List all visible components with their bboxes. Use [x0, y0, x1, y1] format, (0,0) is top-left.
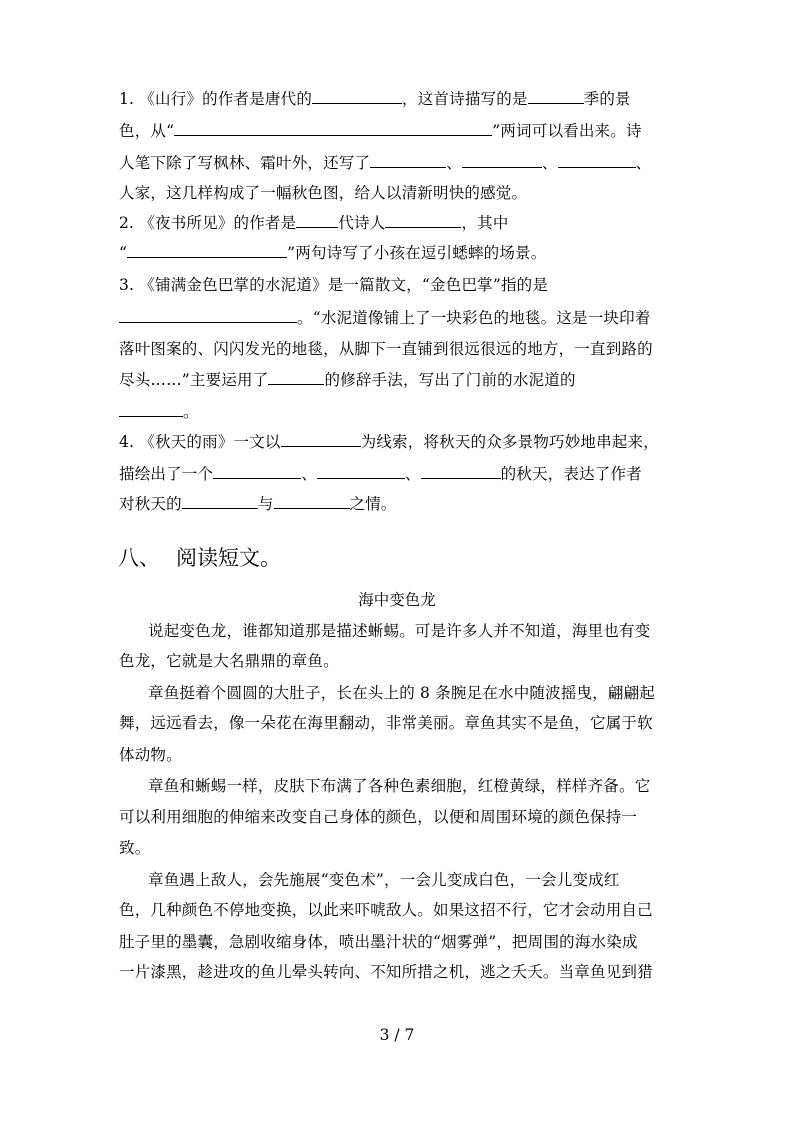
q2-blank-dynasty[interactable] — [296, 213, 338, 228]
article-line: 肚子里的墨囊，急剧收缩身体，喷出墨汁状的“烟雾弹”，把周围的海水染成 — [119, 933, 638, 951]
q4-blank-adj-1[interactable] — [213, 464, 301, 479]
q1-separator: 、 — [635, 154, 652, 172]
q1-blank-scene-2[interactable] — [462, 153, 542, 168]
q4-text: 的秋天，表达了作者 — [500, 465, 642, 483]
q4-text: 对秋天的 — [119, 495, 182, 513]
q3-line-4 — [119, 370, 576, 390]
q1-text: 人笔下除了写枫林、霜叶外，还写了 — [119, 154, 371, 172]
article-line: 致。 — [119, 839, 151, 857]
q3-blank-rhetoric[interactable] — [268, 370, 324, 385]
q4-separator: 、 — [404, 465, 421, 483]
q4-line-2 — [119, 464, 642, 484]
q3-text: 的修辞手法，写出了门前的水泥道的 — [324, 371, 576, 389]
article-line: 体动物。 — [119, 746, 182, 764]
q4-text: 之情。 — [349, 495, 397, 513]
q4-text: 4. 《秋天的雨》一文以 — [119, 433, 281, 451]
q4-text: 与 — [257, 495, 274, 513]
q1-blank-author[interactable] — [312, 89, 402, 104]
q3-line-3 — [119, 339, 653, 359]
q1-text: 1. 《山行》的作者是唐代的 — [119, 90, 313, 108]
q3-line-5 — [119, 402, 199, 422]
q2-text: ”两句诗写了小孩在逗引蟋蟀的场景。 — [287, 244, 547, 262]
q1-line-2 — [119, 121, 642, 141]
q1-blank-words[interactable] — [174, 121, 492, 136]
q2-line-2 — [119, 243, 546, 263]
article-line: 色龙，它就是大名鼎鼎的章鱼。 — [119, 652, 339, 670]
q3-text: 3. 《铺满金色巴掌的水泥道》是一篇散文，“金色巴掌”指的是 — [119, 276, 549, 294]
q1-line-3 — [119, 153, 651, 173]
q1-separator: 、 — [541, 154, 558, 172]
q3-text: 。 — [183, 403, 199, 421]
q3-text: 尽头……”主要运用了 — [119, 371, 269, 389]
q1-text: 季的景 — [583, 90, 631, 108]
q1-blank-scene-3[interactable] — [558, 153, 636, 168]
q4-blank-clue[interactable] — [281, 432, 361, 447]
q4-line-3 — [119, 494, 397, 514]
q1-line-4 — [119, 183, 527, 203]
q3-line-2 — [119, 308, 651, 328]
q1-blank-scene-1[interactable] — [370, 153, 446, 168]
q3-line-1 — [119, 275, 548, 295]
q1-separator: 、 — [446, 154, 462, 172]
q4-blank-feeling-1[interactable] — [182, 494, 258, 509]
q4-separator: 、 — [301, 465, 317, 483]
q2-text: “ — [119, 244, 128, 262]
section-title: 阅读短文。 — [176, 546, 281, 570]
q3-blank-feature[interactable] — [119, 402, 183, 417]
q3-blank-meaning[interactable] — [119, 308, 297, 323]
q1-blank-season[interactable] — [528, 89, 584, 104]
q2-text: 代诗人 — [338, 214, 386, 232]
q4-blank-feeling-2[interactable] — [274, 494, 350, 509]
q2-blank-poet[interactable] — [385, 213, 461, 228]
section-number: 八、 — [118, 546, 160, 570]
q1-line-1 — [119, 89, 631, 109]
article-line: 章鱼和蜥蜴一样，皮肤下布满了各种色素细胞，红橙黄绿，样样齐备。它 — [148, 777, 651, 795]
article-title: 海中变色龙 — [358, 591, 436, 609]
article-line: 色，几种颜色不停地变换，以此来吓唬敌人。如果这招不行，它才会动用自己 — [119, 901, 653, 919]
q1-text: 色，从“ — [119, 122, 175, 140]
q1-text: ”两词可以看出来。诗 — [492, 122, 642, 140]
article-line: 一片漆黑，趁进攻的鱼儿晕头转向、不知所措之机，逃之夭夭。当章鱼见到猎 — [119, 963, 653, 981]
q3-text: 。“水泥道像铺上了一块彩色的地毯。这是一块印着 — [297, 309, 651, 327]
q2-text: ，其中 — [461, 214, 509, 232]
q3-text: 落叶图案的、闪闪发光的地毯，从脚下一直铺到很远很远的地方，一直到路的 — [119, 340, 653, 358]
q2-line-1 — [119, 213, 509, 233]
q4-blank-adj-3[interactable] — [421, 464, 501, 479]
q2-text: 2. 《夜书所见》的作者是 — [119, 214, 297, 232]
q4-line-1 — [119, 432, 659, 452]
section-heading — [118, 545, 281, 571]
q4-text: 描绘出了一个 — [119, 465, 214, 483]
article-line: 章鱼挺着个圆圆的大肚子，长在头上的 8 条腕足在水中随波摇曳，翩翩起 — [148, 684, 656, 702]
q4-blank-adj-2[interactable] — [317, 464, 405, 479]
page-number: 3 / 7 — [379, 1026, 415, 1044]
article-line: 舞，远远看去，像一朵花在海里翻动，非常美丽。章鱼其实不是鱼，它属于软 — [119, 714, 653, 732]
q4-text: 为线索，将秋天的众多景物巧妙地串起来， — [360, 433, 659, 451]
q1-text: ，这首诗描写的是 — [402, 90, 528, 108]
article-line: 说起变色龙，谁都知道那是描述蜥蜴。可是许多人并不知道，海里也有变 — [148, 622, 651, 640]
article-line: 章鱼遇上敌人，会先施展“变色术”，一会儿变成白色，一会儿变成红 — [148, 871, 620, 889]
q2-blank-verses[interactable] — [127, 243, 287, 258]
q1-text: 人家，这几样构成了一幅秋色图，给人以清新明快的感觉。 — [119, 184, 528, 202]
article-line: 可以利用细胞的伸缩来改变自己身体的颜色，以便和周围环境的颜色保持一 — [119, 808, 638, 826]
